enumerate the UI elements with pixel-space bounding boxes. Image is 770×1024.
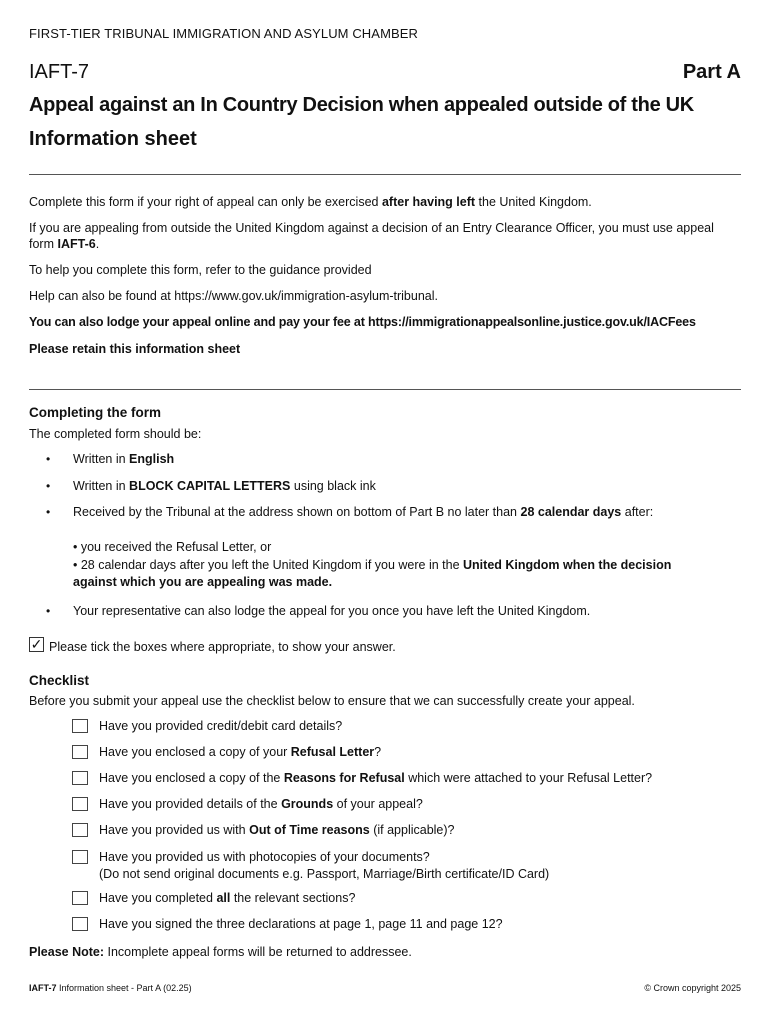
bullet-text: Written in — [73, 452, 130, 466]
note-label: Please Note: — [29, 945, 105, 959]
bullet-text: using black ink — [290, 479, 376, 493]
intro-text: the United Kingdom. — [475, 195, 592, 209]
footer-copyright: © Crown copyright 2025 — [644, 983, 741, 993]
checklist-text: ? — [374, 745, 382, 759]
divider — [29, 389, 741, 390]
intro-emphasis: after having left — [381, 195, 476, 209]
part-label: Part A — [682, 61, 741, 83]
checklist-checkbox[interactable] — [72, 771, 88, 785]
checklist-lead: Before you submit your appeal use the checklist below to ensure that we can successfully create your appeal. — [29, 694, 635, 708]
checklist-emphasis: all — [216, 891, 231, 905]
organisation-name: FIRST-TIER TRIBUNAL IMMIGRATION AND ASYLUM CHAMBER — [29, 26, 419, 41]
checklist-text: Have you enclosed a copy of your — [99, 745, 291, 759]
intro-paragraph-3: To help you complete this form, refer to the guidance provided — [29, 263, 372, 277]
checklist-item-label — [99, 849, 739, 883]
page-subtitle: Information sheet — [29, 128, 197, 150]
bullet-text: Written in — [73, 479, 130, 493]
checklist-checkbox[interactable] — [72, 917, 88, 931]
tick-example-icon: ✓ — [30, 636, 43, 652]
bullet-emphasis: 28 calendar days — [520, 505, 622, 519]
checklist-item-label — [99, 916, 739, 933]
intro-paragraph-2 — [29, 220, 741, 252]
intro-emphasis: IAFT-6 — [57, 237, 96, 251]
bullet-emphasis: English — [129, 452, 175, 466]
intro-paragraph-1 — [29, 194, 741, 210]
bullet-icon: • — [46, 505, 51, 519]
checklist-checkbox[interactable] — [72, 719, 88, 733]
checklist-item-label — [99, 718, 739, 735]
checklist-text: Have you provided us with photocopies of your documents? — [99, 850, 430, 864]
sub-bullet-left-uk — [73, 557, 673, 591]
bullet-icon: • — [46, 479, 51, 493]
bullet-representative: Your representative can also lodge the appeal for you once you have left the United Kingdom. — [73, 604, 591, 618]
bullet-text: after: — [621, 505, 654, 519]
checklist-text: Have you enclosed a copy of the — [99, 771, 284, 785]
divider — [29, 174, 741, 175]
checklist-checkbox[interactable] — [72, 891, 88, 905]
checklist-checkbox[interactable] — [72, 745, 88, 759]
checklist-emphasis: Out of Time reasons — [249, 823, 370, 837]
checklist-item-label — [99, 890, 739, 907]
intro-text: Complete this form if your right of appeal can only be exercised — [29, 195, 382, 209]
checklist-text: Have you completed — [99, 891, 217, 905]
checklist-checkbox[interactable] — [72, 850, 88, 864]
note-text: Incomplete appeal forms will be returned to addressee. — [104, 945, 412, 959]
footer-text: Information sheet - Part A (02.25) — [56, 983, 192, 993]
checklist-item-label — [99, 822, 739, 839]
page-title: Appeal against an In Country Decision when appealed outside of the UK — [29, 94, 694, 116]
intro-text: . — [95, 237, 100, 251]
checklist-text: Have you provided details of the — [99, 797, 282, 811]
retain-notice: Please retain this information sheet — [29, 342, 241, 356]
checklist-item-label — [99, 744, 739, 761]
bullet-text: Received by the Tribunal at the address shown on bottom of Part B no later than — [73, 505, 521, 519]
checklist-checkbox[interactable] — [72, 797, 88, 811]
checklist-text: Have you provided us with — [99, 823, 250, 837]
checklist-text: the relevant sections? — [230, 891, 356, 905]
checklist-checkbox[interactable] — [72, 823, 88, 837]
bullet-emphasis: BLOCK CAPITAL LETTERS — [129, 479, 291, 493]
checklist-text: which were attached to your Refusal Letter? — [404, 771, 653, 785]
checklist-emphasis: Reasons for Refusal — [283, 771, 405, 785]
bullet-text: • 28 calendar days after you left the United Kingdom if you were in the — [73, 558, 464, 572]
bullet-icon: • — [46, 452, 51, 466]
checklist-text: Have you signed the three declarations at page 1, page 11 and page 12? — [99, 917, 503, 931]
footer-form-reference — [29, 983, 192, 993]
section-heading: Completing the form — [29, 405, 161, 420]
intro-text: If you are appealing from outside the United Kingdom against a decision of an Entry Clearance Officer, you must use appeal form — [29, 221, 714, 251]
incomplete-note — [29, 944, 741, 960]
checklist-heading: Checklist — [29, 673, 90, 688]
checklist-item-label — [99, 796, 739, 813]
bullet-emphasis: United Kingdom when the decision against which you are appealing was made. — [73, 558, 672, 589]
checklist-text: Have you provided credit/debit card details? — [99, 719, 343, 733]
bullet-capitals — [73, 478, 683, 494]
footer-code: IAFT-7 — [29, 983, 57, 993]
checklist-text: (if applicable)? — [369, 823, 455, 837]
form-code: IAFT-7 — [29, 61, 90, 83]
tick-instruction: Please tick the boxes where appropriate, to show your answer. — [49, 640, 396, 654]
intro-paragraph-4: Help can also be found at https://www.gov.uk/immigration-asylum-tribunal. — [29, 289, 438, 303]
section-lead: The completed form should be: — [29, 427, 202, 441]
checklist-item-label — [99, 770, 739, 787]
bullet-deadline — [73, 504, 673, 520]
online-lodge-link[interactable]: You can also lodge your appeal online and pay your fee at https://immigrationappealsonline.justice.gov.uk/IACFees — [29, 315, 696, 329]
checklist-text: of your appeal? — [333, 797, 423, 811]
bullet-english — [73, 451, 683, 467]
checklist-text: (Do not send original documents e.g. Passport, Marriage/Birth certificate/ID Card) — [99, 867, 550, 881]
checklist-emphasis: Grounds — [281, 797, 334, 811]
bullet-icon: • — [46, 604, 51, 618]
checklist-emphasis: Refusal Letter — [290, 745, 375, 759]
sub-bullet-refusal: • you received the Refusal Letter, or — [73, 540, 272, 554]
